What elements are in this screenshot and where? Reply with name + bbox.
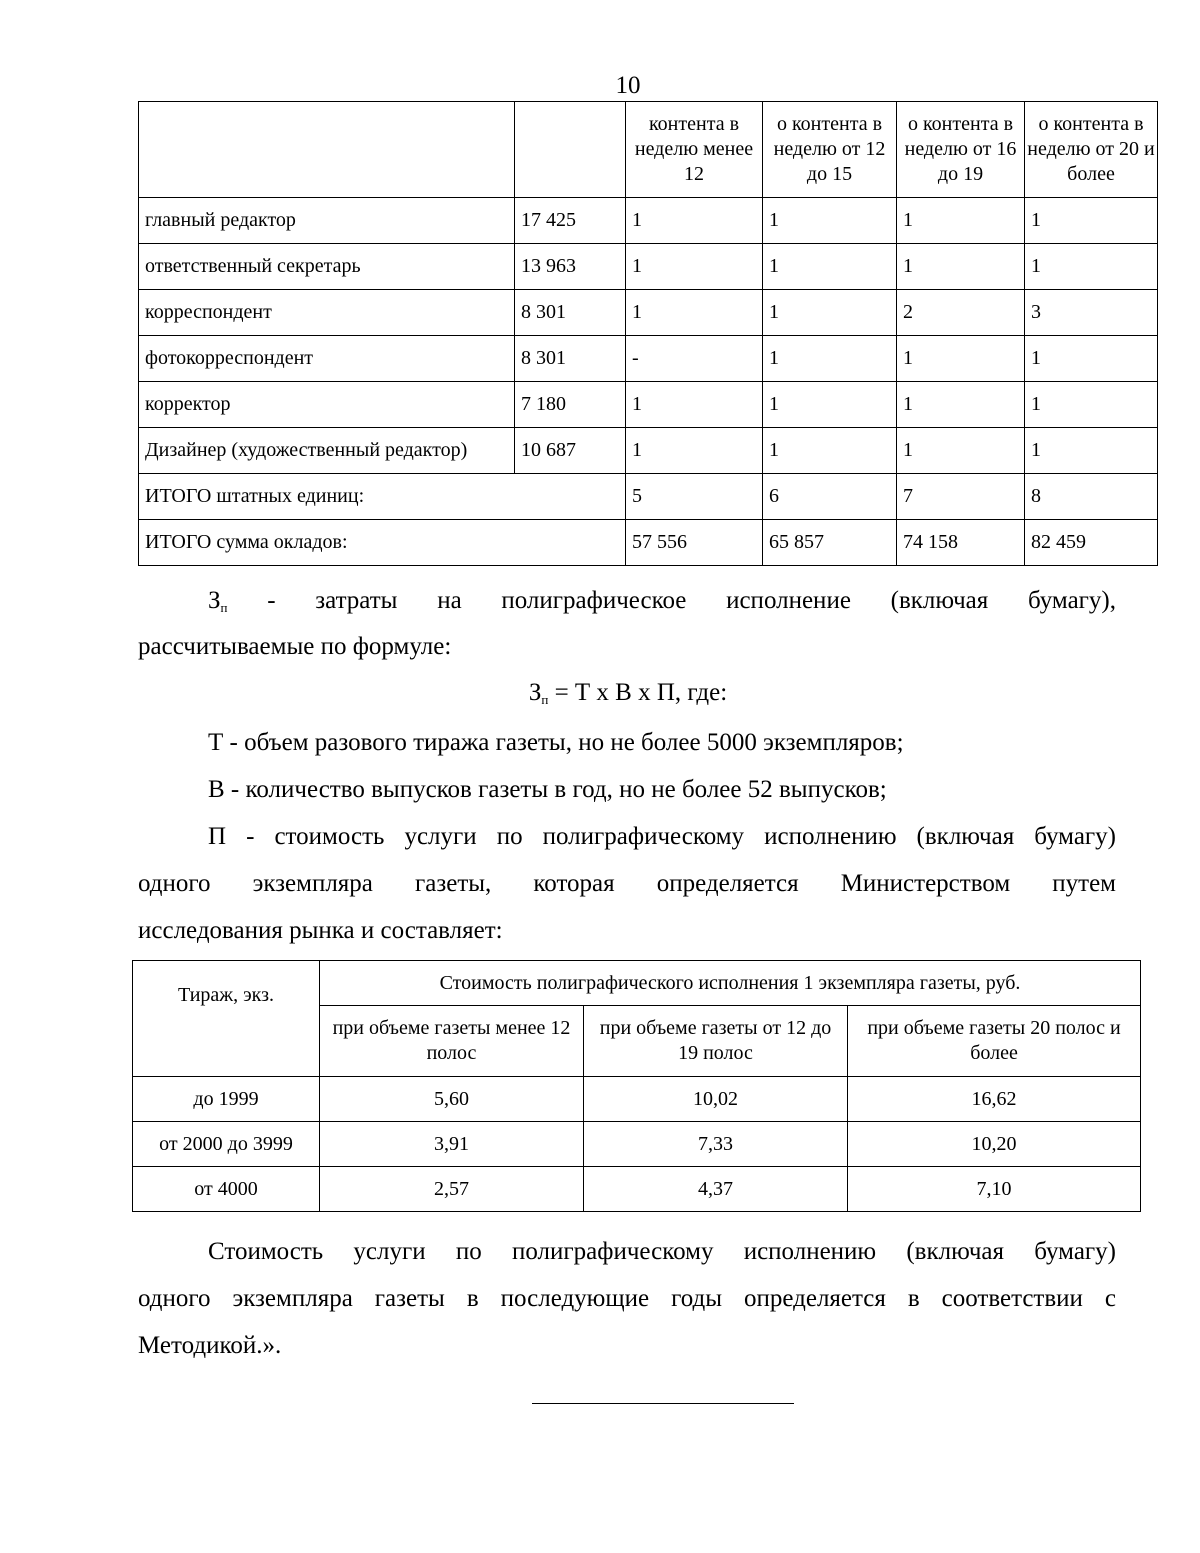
total-cell: 82 459 bbox=[1025, 520, 1158, 566]
p-definition-line3: исследования рынка и составляет: bbox=[138, 917, 503, 944]
table-row bbox=[139, 198, 1158, 244]
formula bbox=[0, 670, 1200, 723]
salary-cell: 7 180 bbox=[515, 382, 626, 428]
count-cell: 1 bbox=[626, 198, 763, 244]
zp-definition-line2: рассчитываемые по формуле: bbox=[138, 633, 452, 660]
final-paragraph-line1: Стоимость услуги по полиграфическому исполнению (включая бумагу) bbox=[208, 1238, 1116, 1265]
final-paragraph-line3: Методикой.». bbox=[138, 1332, 282, 1359]
count-cell: 1 bbox=[1025, 244, 1158, 290]
t-definition: Т - объем разового тиража газеты, но не более 5000 экземпляров; bbox=[208, 729, 904, 756]
price-cell: 16,62 bbox=[848, 1077, 1141, 1122]
count-cell: 3 bbox=[1025, 290, 1158, 336]
count-cell: 1 bbox=[897, 428, 1025, 474]
total-salaries-row bbox=[139, 520, 1158, 566]
circulation-cell: от 2000 до 3999 bbox=[133, 1122, 320, 1167]
v-definition: В - количество выпусков газеты в год, но не более 52 выпусков; bbox=[208, 776, 887, 803]
p-definition-line2: одного экземпляра газеты, которая определяется Министерством путем bbox=[138, 870, 1116, 897]
zp-subscript: п bbox=[220, 600, 228, 615]
price-cell: 5,60 bbox=[320, 1077, 584, 1122]
formula-subscript: п bbox=[541, 692, 549, 707]
total-units-label: ИТОГО штатных единиц: bbox=[139, 474, 626, 520]
table-row bbox=[139, 336, 1158, 382]
count-cell: 1 bbox=[626, 290, 763, 336]
subheader-cell: при объеме газеты менее 12 полос bbox=[320, 1006, 584, 1077]
count-cell: 1 bbox=[897, 244, 1025, 290]
total-cell: 8 bbox=[1025, 474, 1158, 520]
total-salaries-label: ИТОГО сумма окладов: bbox=[139, 520, 626, 566]
position-cell: корреспондент bbox=[139, 290, 515, 336]
position-cell: ответственный секретарь bbox=[139, 244, 515, 290]
table-row bbox=[133, 1167, 1141, 1212]
cost-group-header: Стоимость полиграфического исполнения 1 экземпляра газеты, руб. bbox=[320, 961, 1141, 1006]
count-cell: 1 bbox=[763, 382, 897, 428]
staff-table bbox=[138, 101, 1158, 566]
total-cell: 65 857 bbox=[763, 520, 897, 566]
total-cell: 6 bbox=[763, 474, 897, 520]
total-cell: 57 556 bbox=[626, 520, 763, 566]
salary-cell: 10 687 bbox=[515, 428, 626, 474]
subheader-cell: при объеме газеты 20 полос и более bbox=[848, 1006, 1141, 1077]
price-cell: 10,20 bbox=[848, 1122, 1141, 1167]
count-cell: 1 bbox=[763, 244, 897, 290]
count-cell: - bbox=[626, 336, 763, 382]
count-cell: 1 bbox=[763, 290, 897, 336]
circulation-cell: до 1999 bbox=[133, 1077, 320, 1122]
formula-rhs: = Т х В х П, где: bbox=[548, 679, 728, 706]
count-cell: 1 bbox=[1025, 198, 1158, 244]
count-cell: 1 bbox=[763, 428, 897, 474]
circulation-header: Тираж, экз. bbox=[133, 961, 320, 1077]
count-cell: 1 bbox=[1025, 428, 1158, 474]
price-header-row bbox=[133, 961, 1141, 1006]
price-cell: 7,33 bbox=[584, 1122, 848, 1167]
header-cell bbox=[515, 102, 626, 198]
position-cell: главный редактор bbox=[139, 198, 515, 244]
table-row bbox=[139, 290, 1158, 336]
count-cell: 1 bbox=[897, 382, 1025, 428]
count-cell: 1 bbox=[897, 336, 1025, 382]
price-cell: 2,57 bbox=[320, 1167, 584, 1212]
price-cell: 3,91 bbox=[320, 1122, 584, 1167]
count-cell: 2 bbox=[897, 290, 1025, 336]
page-number: 10 bbox=[615, 72, 641, 99]
table-row bbox=[139, 244, 1158, 290]
count-cell: 1 bbox=[1025, 336, 1158, 382]
table-row bbox=[139, 428, 1158, 474]
subheader-cell: при объеме газеты от 12 до 19 полос bbox=[584, 1006, 848, 1077]
zp-text: - затраты на полиграфическое исполнение (включая бумагу), bbox=[227, 587, 1116, 614]
closing-rule bbox=[532, 1403, 794, 1404]
count-cell: 1 bbox=[763, 198, 897, 244]
header-cell: контента в неделю менее 12 bbox=[626, 102, 763, 198]
table-row bbox=[139, 382, 1158, 428]
header-cell: о контента в неделю от 12 до 15 bbox=[763, 102, 897, 198]
total-cell: 7 bbox=[897, 474, 1025, 520]
final-paragraph-line2: одного экземпляра газеты в последующие годы определяется в соответствии с bbox=[138, 1285, 1116, 1312]
count-cell: 1 bbox=[626, 428, 763, 474]
position-cell: корректор bbox=[139, 382, 515, 428]
count-cell: 1 bbox=[1025, 382, 1158, 428]
count-cell: 1 bbox=[897, 198, 1025, 244]
total-cell: 5 bbox=[626, 474, 763, 520]
circulation-cell: от 4000 bbox=[133, 1167, 320, 1212]
price-cell: 10,02 bbox=[584, 1077, 848, 1122]
table-row bbox=[133, 1077, 1141, 1122]
table-header-row bbox=[139, 102, 1158, 198]
zp-symbol: З bbox=[208, 587, 221, 614]
count-cell: 1 bbox=[763, 336, 897, 382]
total-cell: 74 158 bbox=[897, 520, 1025, 566]
salary-cell: 17 425 bbox=[515, 198, 626, 244]
formula-lhs: З bbox=[528, 679, 542, 706]
price-table bbox=[132, 960, 1141, 1212]
count-cell: 1 bbox=[626, 244, 763, 290]
price-cell: 7,10 bbox=[848, 1167, 1141, 1212]
count-cell: 1 bbox=[626, 382, 763, 428]
total-units-row bbox=[139, 474, 1158, 520]
position-cell: Дизайнер (художественный редактор) bbox=[139, 428, 515, 474]
salary-cell: 8 301 bbox=[515, 290, 626, 336]
table-row bbox=[133, 1122, 1141, 1167]
salary-cell: 8 301 bbox=[515, 336, 626, 382]
salary-cell: 13 963 bbox=[515, 244, 626, 290]
p-definition-line1: П - стоимость услуги по полиграфическому исполнению (включая бумагу) bbox=[208, 823, 1116, 850]
position-cell: фотокорреспондент bbox=[139, 336, 515, 382]
header-cell bbox=[139, 102, 515, 198]
header-cell: о контента в неделю от 20 и более bbox=[1025, 102, 1158, 198]
price-cell: 4,37 bbox=[584, 1167, 848, 1212]
header-cell: о контента в неделю от 16 до 19 bbox=[897, 102, 1025, 198]
